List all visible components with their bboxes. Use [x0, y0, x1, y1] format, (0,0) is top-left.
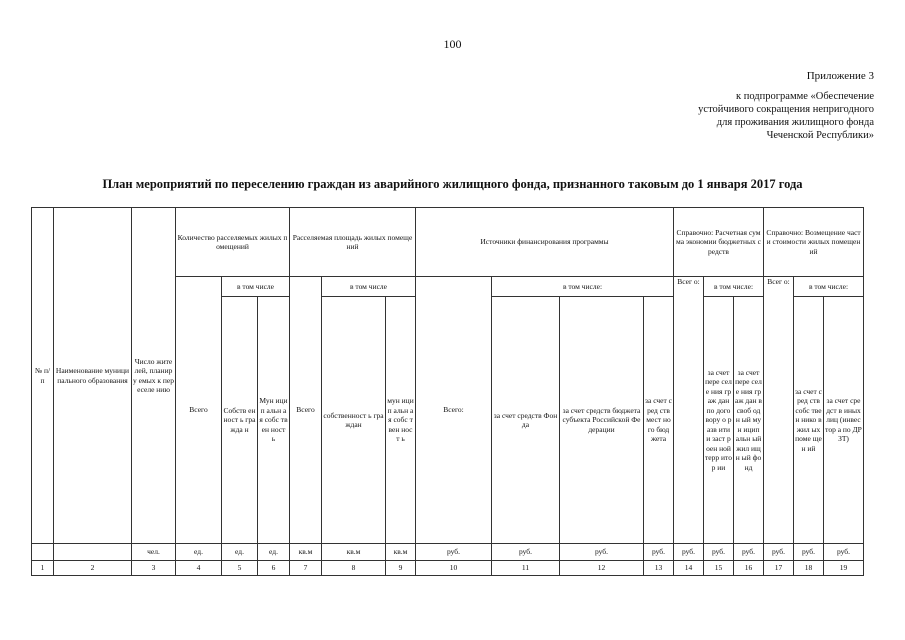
column-number: 13 — [644, 561, 674, 576]
unit-cell: руб. — [416, 544, 492, 561]
column-number: 2 — [54, 561, 132, 576]
column-number-row — [32, 561, 864, 576]
col-residents-header: Число жителей, планиру емых к переселе нию — [132, 208, 176, 544]
unit-cell: руб. — [492, 544, 560, 561]
area-total-header: Всего — [290, 277, 322, 544]
column-number: 15 — [704, 561, 734, 576]
unit-cell — [32, 544, 54, 561]
page-number: 100 — [443, 37, 462, 51]
column-number: 11 — [492, 561, 560, 576]
column-number: 3 — [132, 561, 176, 576]
rooms-total-header: Всего — [176, 277, 222, 544]
sources-total-header: Всего: — [416, 277, 492, 544]
unit-cell: ед. — [176, 544, 222, 561]
rooms-incl-header: в том числе — [222, 277, 290, 297]
savings-incl-header: в том числе: — [704, 277, 764, 297]
column-number: 16 — [734, 561, 764, 576]
column-number: 10 — [416, 561, 492, 576]
col-num-header: № п/ п — [32, 208, 54, 544]
comp-total-header: Всег о: — [764, 277, 794, 544]
unit-cell: ед. — [222, 544, 258, 561]
region-budget-header: за счет средств бюджета субъекта Российской Федерации — [560, 297, 644, 544]
column-number: 7 — [290, 561, 322, 576]
sources-group-header: Источники финансирования программы — [416, 208, 674, 277]
local-budget-header: за счет сред ств мест ного бюд жета — [644, 297, 674, 544]
unit-cell: руб. — [560, 544, 644, 561]
resettlement-plan-table — [31, 207, 864, 576]
column-number: 5 — [222, 561, 258, 576]
col-municipality-header: Наименование муниципального образования — [54, 208, 132, 544]
fund-header: за счет средств Фонда — [492, 297, 560, 544]
ref-compensation-header: Справочно: Возмещение части стоимости жилых помещений — [764, 208, 864, 277]
sources-incl-header: в том числе: — [492, 277, 674, 297]
savings-contract-header: за счет пере селе ния граж дан по дого вору о разв итии заст роен ной терр итор ии — [704, 297, 734, 544]
unit-cell: руб. — [644, 544, 674, 561]
subtitle-line: для проживания жилищного фонда — [716, 117, 874, 128]
column-number: 18 — [794, 561, 824, 576]
header-row-groups — [32, 208, 864, 277]
unit-cell: руб. — [674, 544, 704, 561]
appendix-subtitle — [698, 90, 874, 142]
unit-cell: руб. — [794, 544, 824, 561]
unit-cell — [54, 544, 132, 561]
rooms-group-header: Количество расселяемых жилых помещений — [176, 208, 290, 277]
subtitle-line: Чеченской Республики» — [766, 130, 874, 141]
column-number: 1 — [32, 561, 54, 576]
unit-cell: кв.м — [290, 544, 322, 561]
column-number: 8 — [322, 561, 386, 576]
column-number: 6 — [258, 561, 290, 576]
area-municipal-header: мун ицип альн ая собс твен ност ь — [386, 297, 416, 544]
unit-cell: чел. — [132, 544, 176, 561]
area-incl-header: в том числе — [322, 277, 416, 297]
unit-cell: руб. — [824, 544, 864, 561]
ref-savings-header: Справочно: Расчетная сумма экономии бюджетных средств — [674, 208, 764, 277]
rooms-owned-header: Собств енност ь гражда н — [222, 297, 258, 544]
appendix-label: Приложение 3 — [806, 70, 874, 82]
unit-cell: руб. — [704, 544, 734, 561]
column-number: 12 — [560, 561, 644, 576]
units-row — [32, 544, 864, 561]
unit-cell: ед. — [258, 544, 290, 561]
area-owned-header: собственност ь граждан — [322, 297, 386, 544]
column-number: 4 — [176, 561, 222, 576]
subtitle-line: к подпрограмме «Обеспечение — [735, 91, 874, 102]
unit-cell: руб. — [734, 544, 764, 561]
unit-cell: кв.м — [322, 544, 386, 561]
comp-owners-header: за счет сред ств собс твен нико в жил ых поме щен ий — [794, 297, 824, 544]
column-number: 9 — [386, 561, 416, 576]
unit-cell: руб. — [764, 544, 794, 561]
comp-incl-header: в том числе: — [794, 277, 864, 297]
column-number: 17 — [764, 561, 794, 576]
comp-others-header: за счет средст в иных лиц (инвес тор а по ДРЗТ) — [824, 297, 864, 544]
column-number: 19 — [824, 561, 864, 576]
area-group-header: Расселяемая площадь жилых помещений — [290, 208, 416, 277]
unit-cell: кв.м — [386, 544, 416, 561]
savings-total-header: Всег о: — [674, 277, 704, 544]
document-title: План мероприятий по переселению граждан из аварийного жилищного фонда, признанного таковым до 1 января 2017 года — [102, 177, 803, 191]
subtitle-line: устойчивого сокращения непригодного — [698, 104, 874, 115]
rooms-municipal-header: Мун ицип альн ая собс твен ност ь — [258, 297, 290, 544]
column-number: 14 — [674, 561, 704, 576]
savings-free-header: за счет пере селе ния граж дан в своб одн ый мун ицип альн ый жил ищн ый фонд — [734, 297, 764, 544]
